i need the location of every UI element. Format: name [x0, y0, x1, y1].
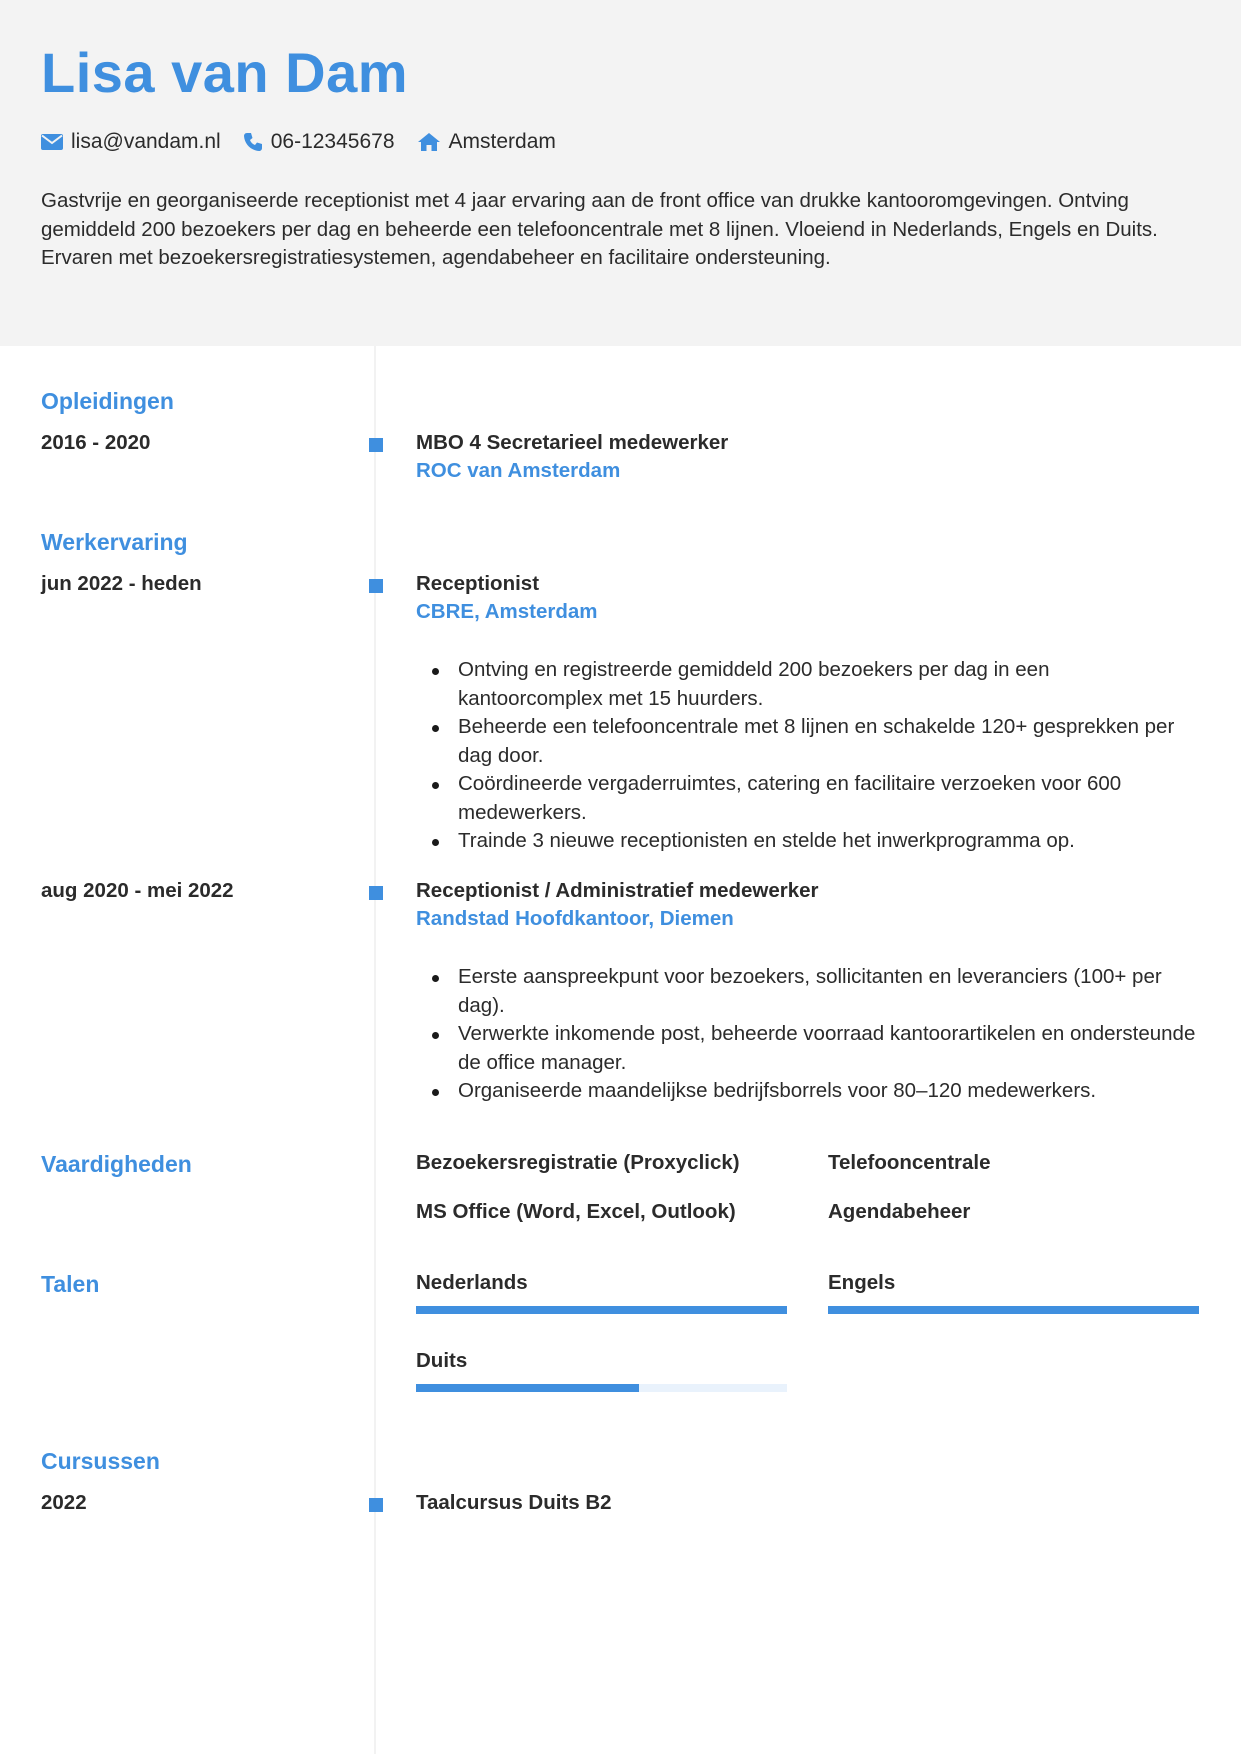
profile-summary: Gastvrije en georganiseerde receptionist met 4 jaar ervaring aan de front office van drukke kantooromgevingen. Ontving gemiddeld 200 bezoekers per dag en beheerde een telefooncentrale met 8 lijnen. Vloeiend in Nederlands, Engels en Duits. Ervaren met bezoekersregistratiesystemen, agendabeheer en facilitaire ondersteuning. — [41, 189, 1158, 269]
list-item: Organiseerde maandelijkse bedrijfsborrels voor 80–120 medewerkers. — [416, 1077, 1196, 1106]
timeline-marker — [369, 438, 383, 452]
envelope-icon — [41, 134, 63, 150]
experience-title: Receptionist — [416, 572, 540, 595]
contact-phone[interactable] — [243, 130, 395, 154]
language-level-bar — [416, 1306, 787, 1314]
header — [0, 0, 1241, 346]
section-title-courses: Cursussen — [41, 1448, 160, 1474]
section-title-education: Opleidingen — [41, 388, 174, 414]
list-item: Trainde 3 nieuwe receptionisten en stelde het inwerkprogramma op. — [416, 827, 1196, 856]
language-level-bar — [416, 1384, 787, 1392]
list-item: Beheerde een telefooncentrale met 8 lijnen en schakelde 120+ gesprekken per dag door. — [416, 713, 1196, 770]
course-title: Taalcursus Duits B2 — [416, 1491, 612, 1514]
timeline-divider — [374, 346, 376, 1754]
experience-bullets — [416, 963, 1196, 1106]
experience-company: CBRE, Amsterdam — [416, 600, 598, 623]
contact-city — [417, 130, 556, 154]
language-level-fill — [828, 1306, 1199, 1314]
timeline-marker — [369, 1498, 383, 1512]
timeline-marker — [369, 886, 383, 900]
city-text: Amsterdam — [448, 130, 556, 153]
phone-text: 06-12345678 — [270, 130, 395, 153]
skill-item: Telefooncentrale — [828, 1151, 991, 1174]
language-level-bar — [828, 1306, 1199, 1314]
language-level-fill — [416, 1306, 787, 1314]
section-title-skills: Vaardigheden — [41, 1151, 192, 1177]
education-date: 2016 - 2020 — [41, 431, 151, 454]
section-title-experience: Werkervaring — [41, 529, 188, 555]
home-icon — [417, 132, 441, 152]
experience-date: aug 2020 - mei 2022 — [41, 879, 234, 902]
language-name: Duits — [416, 1349, 468, 1372]
list-item: Coördineerde vergaderruimtes, catering en facilitaire verzoeken voor 600 medewerkers. — [416, 770, 1196, 827]
skill-item: Agendabeheer — [828, 1200, 971, 1223]
experience-date: jun 2022 - heden — [41, 572, 202, 595]
language-name: Nederlands — [416, 1271, 528, 1294]
section-title-languages: Talen — [41, 1271, 100, 1297]
list-item: Eerste aanspreekpunt voor bezoekers, sollicitanten en leveranciers (100+ per dag). — [416, 963, 1196, 1020]
contact-email[interactable] — [41, 130, 221, 154]
course-date: 2022 — [41, 1491, 87, 1514]
timeline-marker — [369, 579, 383, 593]
experience-company: Randstad Hoofdkantoor, Diemen — [416, 907, 734, 930]
skill-item: Bezoekersregistratie (Proxyclick) — [416, 1151, 740, 1174]
language-level-fill — [416, 1384, 639, 1392]
skill-item: MS Office (Word, Excel, Outlook) — [416, 1200, 736, 1223]
experience-title: Receptionist / Administratief medewerker — [416, 879, 819, 902]
candidate-name: Lisa van Dam — [41, 41, 409, 104]
contact-info — [41, 128, 578, 156]
list-item: Verwerkte inkomende post, beheerde voorraad kantoorartikelen en ondersteunde de office manager. — [416, 1020, 1196, 1077]
education-institution: ROC van Amsterdam — [416, 459, 621, 482]
list-item: Ontving en registreerde gemiddeld 200 bezoekers per dag in een kantoorcomplex met 15 huurders. — [416, 656, 1196, 713]
language-name: Engels — [828, 1271, 896, 1294]
email-text: lisa@vandam.nl — [71, 130, 221, 153]
education-title: MBO 4 Secretarieel medewerker — [416, 431, 729, 454]
experience-bullets — [416, 656, 1196, 856]
phone-icon — [243, 132, 263, 152]
